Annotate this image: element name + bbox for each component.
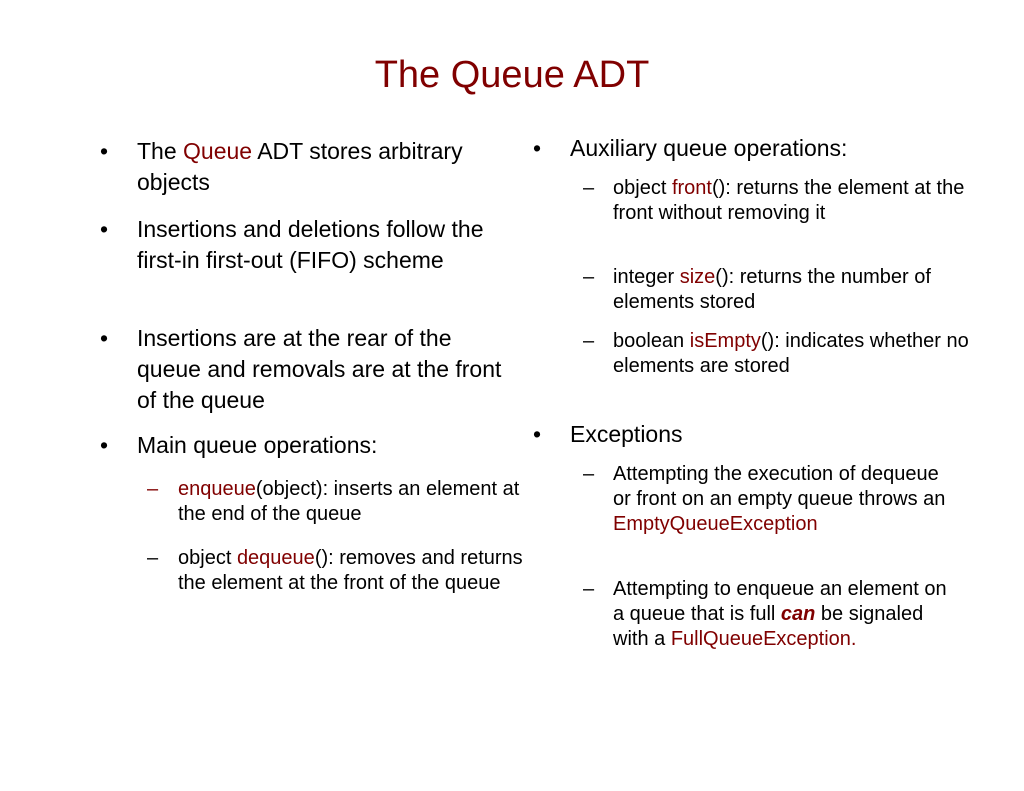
bullet-dot: • xyxy=(100,325,109,351)
sub-text-pre: integer xyxy=(613,266,680,288)
keyword-queue: Queue xyxy=(183,138,253,164)
bullet-text: Exceptions xyxy=(570,421,683,447)
sub-dash: – xyxy=(147,478,159,500)
sub-dash: – xyxy=(147,547,159,569)
sub-text-pre: object xyxy=(613,177,672,199)
sub-dash: – xyxy=(583,177,595,199)
bullet-queue-stores xyxy=(100,136,520,198)
bullet-exceptions xyxy=(533,419,950,450)
sub-dash: – xyxy=(583,266,595,288)
sub-dash: – xyxy=(583,578,595,600)
keyword-size: size xyxy=(679,266,716,288)
sub-text-pre: boolean xyxy=(613,330,690,352)
keyword-full-queue-exception: FullQueueException. xyxy=(670,628,857,650)
sub-dequeue xyxy=(100,546,523,596)
bullet-text-post: ADT stores arbitrary objects xyxy=(137,138,463,195)
bullet-text: Insertions and deletions follow the first-in first-out (FIFO) scheme xyxy=(137,216,484,273)
keyword-isempty: isEmpty xyxy=(689,330,761,352)
bullet-text: Auxiliary queue operations: xyxy=(570,135,848,161)
bullet-dot: • xyxy=(100,138,109,164)
keyword-front: front xyxy=(671,177,712,199)
sub-text-post: (): returns the element at the front without removing it xyxy=(613,177,965,224)
bullet-text-pre: The xyxy=(137,138,184,164)
bullet-dot: • xyxy=(100,432,109,458)
bullet-text: Main queue operations: xyxy=(137,432,378,458)
bullet-dot: • xyxy=(533,421,542,447)
sub-isempty xyxy=(533,329,983,379)
bullet-dot: • xyxy=(100,216,109,242)
bullet-dot: • xyxy=(533,135,542,161)
bullet-rear-front xyxy=(100,323,520,416)
sub-text-post: (): removes and returns the element at the front of the queue xyxy=(178,547,523,594)
sub-text: Attempting the execution of dequeue or front on an empty queue throws an xyxy=(613,463,946,510)
sub-full-exception xyxy=(533,577,961,652)
sub-text-pre: object xyxy=(178,547,237,569)
slide-title: The Queue ADT xyxy=(374,54,650,96)
sub-dash: – xyxy=(583,463,595,485)
sub-front xyxy=(533,176,983,226)
bullet-main-ops xyxy=(100,430,520,461)
sub-dash: – xyxy=(583,330,595,352)
sub-text-post: (): returns the number of elements stored xyxy=(613,266,931,313)
sub-enqueue xyxy=(100,477,523,527)
sub-text: Attempting to enqueue an element on a queue that is full xyxy=(613,578,947,625)
keyword-enqueue: enqueue xyxy=(178,478,256,500)
keyword-empty-queue-exception: EmptyQueueException xyxy=(613,513,818,535)
bullet-fifo xyxy=(100,214,520,276)
sub-empty-exception xyxy=(533,462,961,537)
sub-text-post: be signaled with a xyxy=(613,603,924,650)
sub-text-post: (object): inserts an element at the end of the queue xyxy=(178,478,520,525)
sub-size xyxy=(533,265,983,315)
bullet-auxiliary-ops xyxy=(533,133,950,164)
sub-text-post: (): indicates whether no elements are stored xyxy=(613,330,969,377)
bullet-text: Insertions are at the rear of the queue and removals are at the front of the queue xyxy=(137,325,502,413)
keyword-can: can xyxy=(780,603,816,625)
keyword-dequeue: dequeue xyxy=(236,547,315,569)
